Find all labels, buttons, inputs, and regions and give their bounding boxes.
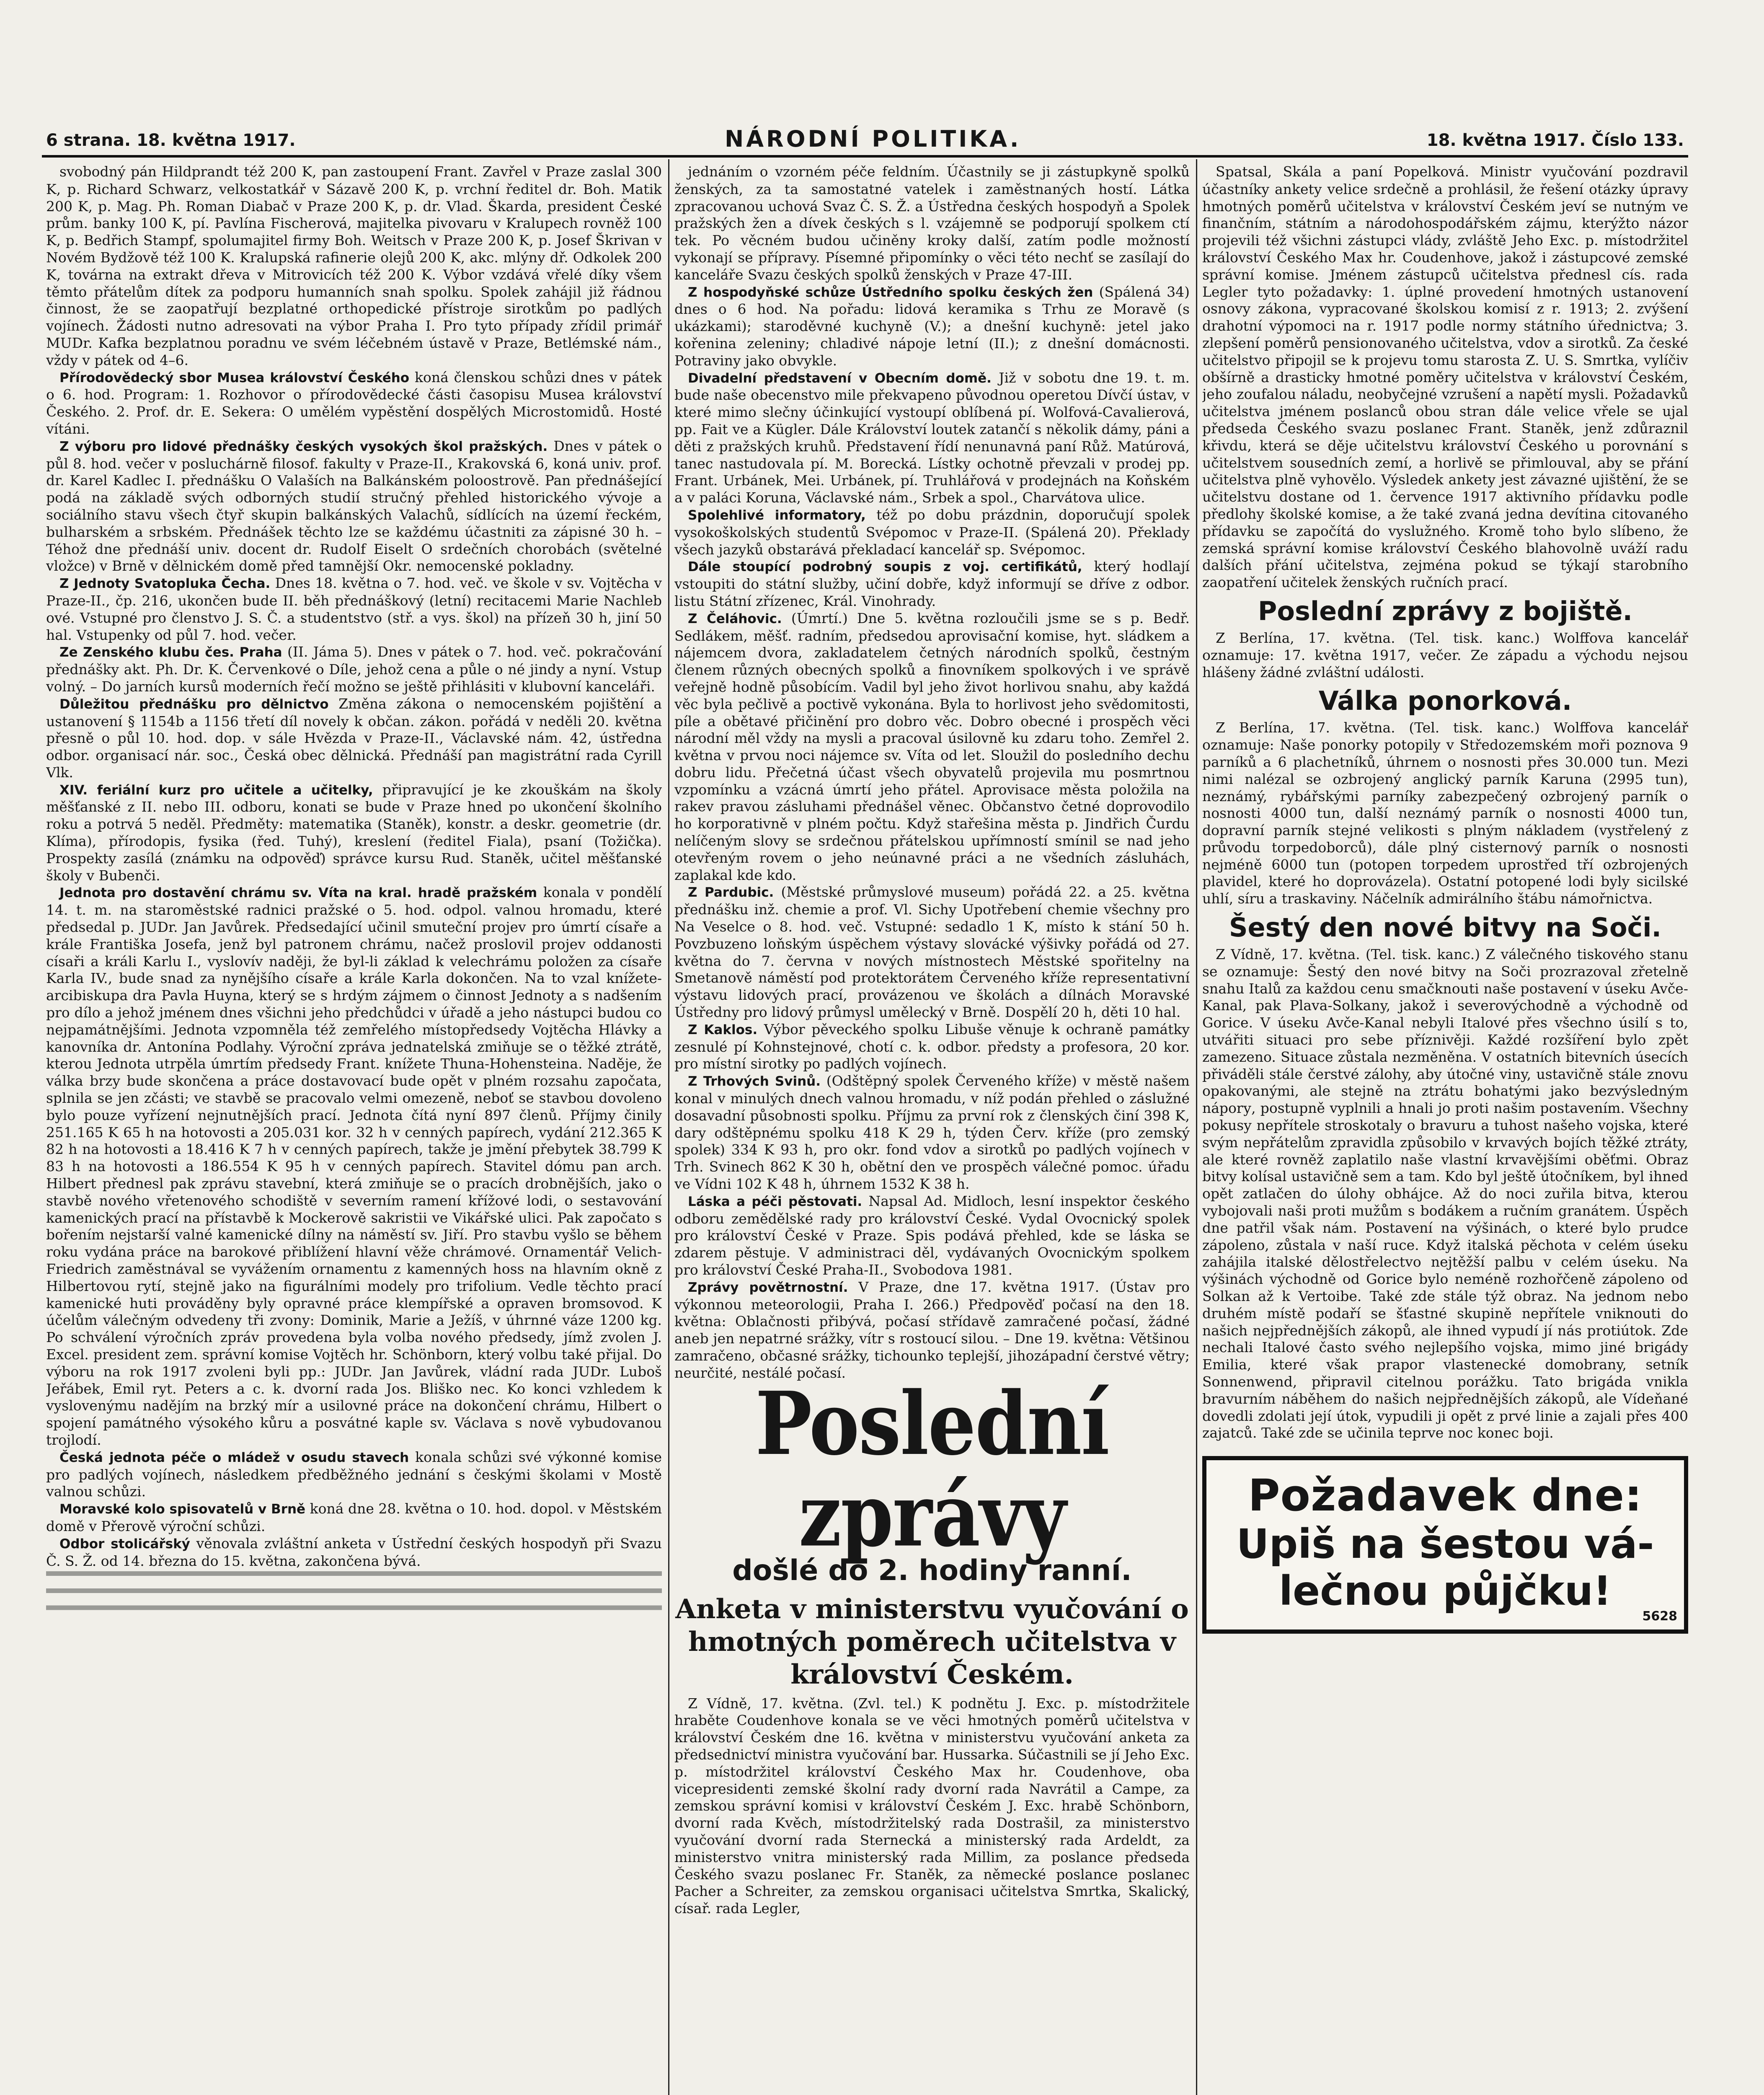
- article: Z hospodyňské schůze Ústředního spolku českých žen (Spálená 34) dnes o 6 hod. Na pořadu: lidová keramika s Trhu ze Moravě (s ukázkami); staroděvné kuchyně (V.); a dnešní kuchyně: jetel jako kořenina zeleniny; chladivé nápoje letní (II.); z dnešní domácnosti. Potraviny jako obvykle.: [674, 283, 1190, 369]
- article: Dále stoupící podrobný soupis z voj. certifikátů, který hodlají vstoupiti do státní služby, učiní dobře, když informují se dříve z odbor. listu Státní zřízenec, Král. Vinohrady.: [674, 558, 1190, 609]
- article: Důležitou přednášku pro dělnictvo Změna zákona o nemocenském pojištění a ustanovení § 1154b a 1156 třetí díl novely k občan. zákon. pořádá v neděli 20. května přesně o půl 10. hod. dop. v sále Hvězda v Praze-II., Václavské nám. 42, ústředna odbor. organisací nár. soc., Česká obec dělnická. Přednáší pan magistrátní rada Cyrill Vlk.: [46, 695, 662, 781]
- ad-line-1: Požadavek dne:: [1248, 1470, 1643, 1521]
- article: Z Čeláhovic. (Úmrtí.) Dne 5. května rozloučili jsme se s p. Bedř. Sedlákem, měšť. radním, předsedou aprovisační komise, hyt. sládkem a nájemcem dvora, zakladatelem četných národních spolků, čestným členem různých obecných spolků a finovníkem spolkových i ve správě veřejně hodně působícím. Vadil byl jeho život horlivou snahu, aby každá věc byla pečlivě a poctivě vykonána. Byla to horlivost jeho svědomitosti, píle a obětavé přičinění pro dobro věc. Dobro obecné i prospěch věci národní měl vždy na mysli a pracoval úsilovně ku zdaru toho. Zemřel 2. května v prvou noci nájemce sv. Víta od let. Sloužil do posledního dechu dobru lidu. Přečetná účast všech obyvatelů projevila mu posmrtnou vzpomínku a vzácná úmrtí jeho přátel. Aprovisace města položila na rakev pravou zásluhami přednášel věnec. Občanstvo četné doprovodilo ho korporativně v plném počtu. Když stařešina města p. Jindřich Čurdu nelíčeným slovy se srdečnou přátelskou upřímností smínil se nad jeho otevřeným rovem o jeho neúnavné práci a ne všedních zásluhách, zaplakal kde kdo.: [674, 610, 1190, 883]
- article: Spatsal, Skála a paní Popelková. Ministr vyučování pozdravil účastníky ankety velice srdečně a prohlásil, že řešení otázky úpravy hmotných poměrů učitelstva v království Českém jeví se nutným ve finančním, státním a národohospodářském zájmu, kterýžto názor projevili též všichni zástupci vlády, zvláště Jeho Exc. p. místodržitel království Českého Max hr. Coudenhove, jakož i zástupcové zemské správní komise. Jménem zástupců učitelstva přednesl cís. rada Legler tyto požadavky: 1. úplné provedení hmotných ustanovení osnovy zákona, vypracované školskou komisí z r. 1913; 2. zvýšení drahotní výpomoci na r. 1917 podle normy státního úřednictva; 3. zlepšení poměrů pensionovaného učitelstva, vdov a sirotků. Za české učitelstvo připojil se k projevu tomu starosta Z. U. S. Smrtka, vylíčiv obšírně a drasticky hmotné poměry učitelstva v království Českém, jeho zoufalou náladu, neobyčejné vzrušení a napětí mysli. Požadavků učitelstva jménem poslanců obou stran dále velice vřele se ujal předseda Českého svazu poslanec Frant. Staněk, jenž zdůraznil křivdu, která se děje učitelstvu království Českého u porovnání s učitelstvem sousedních zemí, a horlivě se přimlouval, aby se přání učitelstva plně vyhovělo. Výsledek ankety jest závazné ujištění, že se učitelstvu dostane od 1. července 1917 aktivního přídavku podle předlohy školské komise, a že také zvaná jedna devítina citovaného přídavku se započítá do vyslužného. Kromě toho bylo slíbeno, že zemská správní komise království Českého blahovolně uváží radu dalších přání učitelstva, zejména pokud se týkají starobního zaopatření učitelek ženských ručních prací.: [1202, 163, 1688, 591]
- column-rule: [1196, 159, 1197, 2095]
- berlin-report: Z Berlína, 17. května. (Tel. tisk. kanc.) Wolffova kancelář oznamuje: 17. května 1917, večer. Ze západu a východu nejsou hlášeny žádné zvláštní události.: [1202, 629, 1688, 680]
- text-filler: [46, 1571, 662, 1622]
- article: Ze Zenského klubu čes. Praha (II. Jáma 5). Dnes v pátek o 7. hod. več. pokračování přednášky akt. Ph. Dr. K. Červenkové o Díle, jehož cena a půle o né jindy a nyní. Vstup volný. – Do jarních kursů moderních řečí možno se ještě přihlásiti v klubovní kanceláři.: [46, 644, 662, 695]
- article: XIV. feriální kurz pro učitele a učitelky, připravující je ke zkouškám na školy měšťanské z II. nebo III. odboru, konati se bude v Praze hned po ukončení školního roku a potrvá 5 neděl. Předměty: matematika (Staněk), konstr. a deskr. geometrie (dr. Klíma), přírodopis, fysika (řed. Tuhý), kreslení (ředitel Fiala), psaní (Tožička). Prospekty zasílá (známku na odpověď) správce kursu Rud. Staněk, učitel měšťanské školy v Bubenči.: [46, 781, 662, 884]
- article: Zprávy povětrnostní. V Praze, dne 17. května 1917. (Ústav pro výkonnou meteorologii, Praha I. 266.) Předpověď počasí na den 18. května: Oblačnosti přibývá, počasí střídavě zamračené počasí, žádné aneb jen nepatrné srážky, vítr s rostoucí silou. – Dne 19. května: Většinou zamračeno, občasné srážky, tichounko teplejší, jihozápadní čerstvé větry; neurčité, nestálé počasí.: [674, 1278, 1190, 1381]
- article: Z Trhových Svinů. (Odštěpný spolek Červeného kříže) v městě našem konal v minulých dnech valnou hromadu, v níž podán přehled o záslužné dosavadní působnosti spolku. Příjmu za první rok z členských činí 398 K, dary odštěpnému spolku 418 K 29 h, týden Červ. kříže (pro zemský spolek) 334 K 93 h, pro okr. fond vdov a sirotků po padlých vojínech v Trh. Svinech 862 K 30 h, obětní den ve prospěch válečné pomoc. úřadu ve Vídni 102 K 48 h, úhrnem 1532 K 38 h.: [674, 1073, 1190, 1192]
- article: Moravské kolo spisovatelů v Brně koná dne 28. května o 10. hod. dopol. v Městském domě v Přerově výroční schůzi.: [46, 1500, 662, 1534]
- article: Divadelní představení v Obecním domě. Již v sobotu dne 19. t. m. bude naše obecenstvo mile překvapeno původnou operetou Dívčí ústav, v které mimo slečny účinkující vystoupí oblíbená pí. Wolfová-Cavalierová, pp. Fait ve a Kügler. Dále Království loutek zatančí s několik dámy, páni a děti z pražských kruhů. Představení řídí nenunavná paní Růž. Matúrová, tanec nastudovala pí. M. Borecká. Lístky ochotně převzali v prodej pp. Frant. Urbánek, Mei. Urbánek, pí. Truhlářová v prodejnách na Koňském a v paláci Koruna, Václavské nám., Srbek a spol., Charvátova ulice.: [674, 369, 1190, 506]
- ad-line-3: lečnou půjčku!: [1279, 1567, 1612, 1615]
- article: jednáním o vzorném péče feldním. Účastnily se ji zástupkyně spolků ženských, za ta samostatné vatelek i zaměstnaných hostí. Látka zpracovanou uchová Svaz Č. S. Ž. a Ústředna českých hospodyň a Spolek pražských žen a dívek českých s l. vzájemně se podporují spolkem ctí tek. Po věcném budou učiněny kroky další, zatím podle možností vykonají se přípravy. Písemné připomínky o věci této nechť se zasílají do kanceláře Svazu českých spolků ženských v Praze 47-III.: [674, 163, 1190, 283]
- submarine-war-headline: Válka ponorková.: [1318, 685, 1572, 716]
- article: Z Jednoty Svatopluka Čecha. Dnes 18. května o 7. hod. več. ve škole v sv. Vojtěcha v Praze-II., čp. 216, ukončen bude II. běh přednáškový (letní) recitacemi Marie Nachleb ové. Vstupné pro členstvo J. S. Č. a studentstvo (stř. a vys. škol) na přízeň 30 h, jiní 50 hal. Vstupenky od půl 7. hod. večer.: [46, 575, 662, 643]
- article: Spolehlivé informatory, též po dobu prázdnin, doporučují spolek vysokoškolských studentů Svépomoc v Praze-II. (Spálená 20). Překlady všech jazyků obstarává překladací kancelář sp. Svépomoc.: [674, 506, 1190, 558]
- column-rule: [668, 159, 669, 2095]
- article: Přírodovědecký sbor Musea království Českého koná členskou schůzi dnes v pátek o 6. hod. Program: 1. Rozhovor o přírodovědecké části časopisu Musea království Českého. 2. Prof. dr. E. Sekera: O umělém vypěstění dospělých Microstomidů. Hosté vítáni.: [46, 369, 662, 437]
- latest-news-subheadline: došlé do 2. hodiny ranní.: [732, 1554, 1132, 1587]
- masthead-title: NÁRODNÍ POLITIKA.: [725, 126, 1021, 152]
- submarine-report: Z Berlína, 17. května. (Tel. tisk. kanc.) Wolffova kancelář oznamuje: Naše ponorky potopily v Středozemském moři poznova 9 parníků a 6 plachetníků, úhrnem o nosnosti přes 30.000 tun. Mezi nimi nalézal se ozbrojený anglický parník Karuna (2995 tun), neznámý, rybářskými parníky zabezpečený ozbrojený parník o nosnosti 4000 tun, další neznámý parník o nosnosti 4000 tun, dopravní parník stejné velikosti s plným nákladem (vystřelený z průvodu torpedoborců), dále plný cisternový parník o nosnosti nejméně 6000 tun (potopen torpedem uprostřed tří ozbrojených plavidel, které ho doprovázela). Ostatní potopené lodi byly sicilské uhlí, síru a traskaviny. Náčelník admirálního štábu námořnictva.: [1202, 719, 1688, 907]
- column-3: [1202, 163, 1688, 2095]
- anketa-headline: Anketa v ministerstvu vyučování o hmotných poměrech učitelstva v království Českém.: [675, 1593, 1189, 1690]
- article: Z Pardubic. (Městské průmyslové museum) pořádá 22. a 25. května přednášku inž. chemie a prof. Vl. Sichy Upotřebení chemie všechny pro Na Veselce o 8. hod. več. Vstupné: sedadlo 1 K, místo k stání 50 h. Povzbuzeno loňským úspěchem výstavy slovácké výšivky pořádá od 27. května do 7. června v nových místnostech Městské spořitelny na Smetanově náměstí pod protektorátem Červeného kříže representativní výstavu lidových prací, provázenou ve školách a dílnách Moravské Ústředny pro lidový průmysl umělecký v Brně. Dospělí 20 h, děti 10 hal.: [674, 884, 1190, 1021]
- isonzo-battle-headline: Šestý den nové bitvy na Soči.: [1229, 912, 1662, 943]
- column-2: [674, 163, 1190, 2095]
- header-date-left: 6 strana. 18. května 1917.: [46, 131, 296, 150]
- front-news-headline: Poslední zprávy z bojiště.: [1258, 595, 1633, 626]
- article: Jednota pro dostavění chrámu sv. Víta na kral. hradě pražském konala v pondělí 14. t. m. na staroměstské radnici pražské o 5. hod. odpol. valnou hromadu, které předsedal p. JUDr. Jan Javůrek. Předsedající učinil smuteční projev pro úmrtí císaře a krále Františka Josefa, jenž byl patronem chrámu, načež proslovil projev oddanosti císaři a králi Karlu I., vyslovív naději, že byl-li základ k velechrámu položen za císaře Karla IV., bude snad za nynějšího císaře a krále Karla dokončen. Na to vzal knížete-arcibiskupa dra Pavla Huyna, který se s hrdým zájmem o činnost Jednoty a s nadšením pro dílo a jehož jménem dnes všichni jeho předchůdci v úřadě a jeho nástupci budou co nejpamátnějšími. Jednota vzpomněla též zemřelého místopředsedy Vojtěcha Hlávky a kanovníka dr. Antonína Podlahy. Výroční zpráva jednatelská zmiňuje se o těžké ztrátě, kterou Jednota utrpěla úmrtím předsedy Frant. knížete Thuna-Hohensteina. Naděje, že válka brzy bude skončena a práce dostavovací bude opět v plném rozsahu započata, splnila se jen zčásti; ve stavbě se pracovalo velmi omezeně, neboť se stavbou dovoleno bylo pouze vyřízení nejnutnějších prací. Jednota čítá nyní 897 členů. Příjmy činily 251.165 K 65 h na hotovosti a 205.031 kor. 32 h v cenných papírech, vydání 212.365 K 82 h na hotovosti a 18.416 K 7 h v cenných papírech, takže je jmění přebytek 38.799 K 83 h na hotovosti a 186.554 K 95 h v cenných papírech. Stavitel dómu pan arch. Hilbert přednesl pak zprávu stavební, která zmiňuje se o pracích drobnějších, jako o stavbě nového vřetenového schodiště v severním ramení křížové lodi, o sestavování kamenických prací na přístavbě k Mockerově sakristii ve Vikářské ulici. Pak započato s bořením nejstarší valné kamenické dílny na náměstí sv. Jiří. Pro stavbu vyšlo se během roku vydána práce na barokové přiblížení hlavní věže chrámové. Ornamentář Velich-Friedrich zaměstnával se vyvážením ornamentu z kamenných hoss na hlavním okně z Hilbertovou rytí, stejně jako na figurálními modely pro trifolium. Vedle těchto prací kamenické huti prováděny byly opravné práce klempířské a opraven bromsovod. K účelům válečným odvedeny tři zvony: Dominik, Marie a Ježíš, v úhrnné váze 1200 kg. Po schválení výročních zpráv provedena byla volba nového předsedy, jímž zvolen J. Excel. president zem. správní komise Vojtěch hr. Schönborn, který volbu také přijal. Do výboru na rok 1917 zvoleni byli pp.: JUDr. Jan Javůrek, vládní rada JUDr. Luboš Jeřábek, Emil ryt. Peters a c. k. dvorní rada Jos. Bliško nec. Ko konci vzhledem k vyslovenýmu nadějím na brzký mír a usilovné práce na dokončení chrámu, Hilbert o spojení památného výsokého kůru a posvátné kaple sv. Václava s nově vybudovanou trojlodí.: [46, 884, 662, 1448]
- war-loan-advertisement: [1202, 1456, 1688, 1634]
- header-date-right: 18. května 1917. Číslo 133.: [1426, 131, 1684, 150]
- article: Odbor stolicářský věnovala zvláštní anketa v Ústřední českých hospodyň při Svazu Č. S. Ž. od 14. března do 15. května, zakončena bývá.: [46, 1535, 662, 1569]
- article: Z Kaklos. Výbor pěveckého spolku Libuše věnuje k ochraně památky zesnulé pí Kohnstejnové, chotí c. k. odbor. předsty a profesora, 20 kor. pro místní sirotky po padlých vojínech.: [674, 1021, 1190, 1072]
- column-1: [46, 163, 662, 2095]
- article: Česká jednota péče o mládež v osudu stavech konala schůzi své výkonné komise pro padlých vojínech, následkem předběžného jednání s českými školami v Mostě valnou schůzi.: [46, 1448, 662, 1500]
- ad-line-2: Upiš na šestou vá-: [1236, 1521, 1654, 1568]
- article: Z výboru pro lidové přednášky českých vysokých škol pražských. Dnes v pátek o půl 8. hod. večer v posluchárně filosof. fakulty v Praze-II., Krakovská 6, koná univ. prof. dr. Karel Kadlec I. přednášku O Valaších na Balkánském poloostrově. Pan přednášející podá na základě svých odborných studií stručný přehled historického vývoje a sociálního stavu všech čtyř skupin balkánských Valachů, sídlících na území řeckém, bulharském a srbském. Přednášek těchto lze se každému účastniti za zápisné 30 h. – Téhož dne přednáší univ. docent dr. Rudolf Eiselt O srdečních chorobách (světelné vložce) v Brně v dělnickém domě před tamnější Okr. nemocenské pokladny.: [46, 437, 662, 574]
- isonzo-report: Z Vídně, 17. května. (Tel. tisk. kanc.) Z válečného tiskového stanu se oznamuje: Šestý den nové bitvy na Soči prozrazoval zřetelně snahu Italů za každou cenu smačknouti naše postavení v úseku Avče-Kanal, pak Plava-Solkany, jakož i severovýchodně a východně od Gorice. V úseku Avče-Kanal nebyli Italové přes všechno úsilí s to, utvářiti situaci pro sebe příznivěji. Každé rozšíření bylo zpět zamezeno. Situace zůstala nezměněna. V ostatních bitevních úsecích přiváděli stále čerstvé zálohy, aby útočné viny, ustavičně stále znovu opakovanými, ale stejně na ztrátu bohatými jako bezvýsledným náporу, postupně vyplnili a hnali jo proti našim postavením. Všechny pokusy nepřítele stroskotaly o bravuru a tuhost našeho vojska, které svým nepřátelům zpravidla způsobilo v krvavých bojích těžké ztráty, ale které rovněž zaplatilo naše vlastní krvavějšími oběťmi. Obraz bitvy kolísal ustavičně sem a tam. Kdo byl ještě útočníkem, byl ihned opět zatlačen do úlohy obhájce. Až do noci zuřila bitva, kterou vybojovali naši proti mužům s bodákem a ručním granátem. Úspěch dne patřil však nám. Postavení na výšinách, o které bylo prudce zápoleno, zůstala v naší ruce. Když italská pěchota v celém úseku zahájila italské dělostřelectvo nejtěžší palbu v celém úseku. Na výšinách východně od Gorice bylo neméně rozhořčeně zápoleno od Solkan až k Vertoibe. Také zde stále týž obraz. Na jednom nebo druhém místě podaří se šťastné skupině nepřítele vniknouti do našich nejpřednějších zákopů, ale ihned vypudí jí nás protiútok. Zde nechali Italové často svého nejlepšího vojska, mimo jiné brigády Emilia, které však prapor vlastenecké domobrany, setník Sonnenwend, připravil citelnou porážku. Tato brigáda vnikla bravurním náběhem do našich nejpřednějších zákopů, ale Vídeňané dovedli zdolati její útok, vypudili ji opět z prvé linie a zajali přes 400 zajatců. Také zde se učinila teprve noc konec boji.: [1202, 946, 1688, 1441]
- page-header: [42, 126, 1688, 158]
- ad-code: 5628: [1642, 1609, 1677, 1624]
- anketa-article: Z Vídně, 17. května. (Zvl. tel.) K podnětu J. Exc. p. místodržitele hraběte Coudenhove konala se ve věci hmotných poměrů učitelstva v království Českém dne 16. května v ministerstvu vyučování anketa za předsednictví ministra vyučování bar. Hussarka. Súčastnili se jí Jeho Exc. p. místodržitel království Českého Max hr. Coudenhove, oba vicepresidenti zemské školní rady dvorní rada Navrátil a Campe, za zemskou správní komisi v království Českém J. Exc. hrabě Schönborn, dvorní rada Kvěch, místodržitelský rada Dostrašil, za ministerstvo vyučování dvorní rada Sternecká a ministerský rada Ardeldt, za ministerstvo vnitra ministerský rada Millim, za poslance předseda Českého svazu poslanec Fr. Staněk, za německé poslance poslanec Pacher a Schreiter, za zemskou organisaci učitelstva Smrtka, Skalický, císař. rada Legler,: [674, 1695, 1190, 1917]
- article: svobodný pán Hildprandt též 200 K, pan zastoupení Frant. Zavřel v Praze zaslal 300 K, p. Richard Schwarz, velkostatkář v Sázavě 200 K, p. vrchní ředitel dr. Boh. Matik 200 K, p. Mag. Ph. Roman Diabač v Praze 200 K, p. dr. Vlad. Škarda, president České prům. banky 100 K, pí. Pavlína Fischerová, majitelka pivovaru v Kralupech rovněž 100 K, p. Bedřich Stampf, spolumajitel firmy Boh. Weitsch v Praze 200 K, p. Josef Škrivan v Novém Bydžově též 100 K. Kralupská rafinerie olejů 200 K, akc. mlýny dř. Odkolek 200 K, továrna na extrakt dřeva v Mitrovicích též 200 K. Výbor vzdává vřelé díky všem těmto přátelům dítek za podporu humanních snah spolku. Spolek zahájil již řádnou činnost, že se zaopatřují bezplatné orthopedické přístroje sirotkům po padlých vojínech. Žádosti nutno adresovati na výbor Praha I. Pro tyto případy zřídil primář MUDr. Kafka bezplatnou poradnu ve svém léčebném ústavě v Praze, Betlémské nám., vždy v pátek od 4–6.: [46, 163, 662, 368]
- article: Láska a péči pěstovati. Napsal Ad. Midloch, lesní inspektor českého odboru zemědělské rady pro království České. Vydal Ovocnický spolek pro království České v Praze. Spis podává přehled, kde se láska se zdarem pěstuje. V administraci děl, vydávaných Ovocnickým spolkem pro království České Praha-II., Svobodova 1981.: [674, 1192, 1190, 1278]
- latest-news-headline: Poslední zprávy: [755, 1373, 1109, 1566]
